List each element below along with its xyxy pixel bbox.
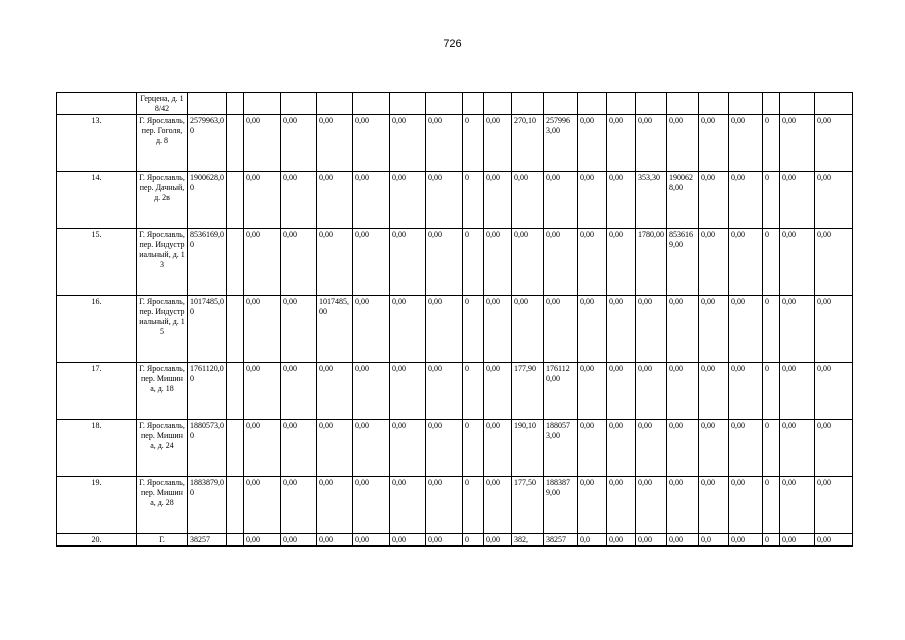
value-cell: 0,00	[578, 296, 607, 363]
value-cell: 0,00	[699, 172, 729, 229]
value-cell: 0,00	[636, 115, 667, 172]
value-cell: 0,00	[317, 172, 353, 229]
value-cell: 0,00	[729, 477, 763, 534]
value-cell: 0,00	[607, 229, 636, 296]
value-cell: 0	[763, 229, 780, 296]
value-cell: 8536169,00	[667, 229, 699, 296]
value-cell: 0,00	[244, 420, 281, 477]
value-cell: 0,00	[667, 296, 699, 363]
value-cell: 0,00	[780, 172, 815, 229]
value-cell: 0,00	[780, 229, 815, 296]
value-cell: 0,00	[544, 172, 578, 229]
value-cell: 1017485,00	[188, 296, 227, 363]
value-cell: 0,00	[729, 172, 763, 229]
value-cell: 0,00	[390, 115, 426, 172]
value-cell: 0,00	[426, 172, 463, 229]
value-cell: 0,0	[578, 534, 607, 547]
value-cell: 0,00	[729, 115, 763, 172]
value-cell: 0,00	[317, 420, 353, 477]
value-cell: 0,00	[699, 420, 729, 477]
value-cell: 0	[763, 363, 780, 420]
address-cell: Г. Ярославль, пер. Индустриальный, д. 13	[137, 229, 188, 296]
value-cell: 1883879,00	[544, 477, 578, 534]
value-cell: 1883879,00	[188, 477, 227, 534]
table-row	[57, 477, 853, 534]
value-cell: 0,00	[780, 534, 815, 547]
value-cell: 0	[763, 115, 780, 172]
value-cell: 0,00	[607, 115, 636, 172]
value-cell: 0,00	[244, 477, 281, 534]
value-cell: 0	[763, 172, 780, 229]
value-cell: 0,00	[317, 534, 353, 547]
value-cell	[227, 115, 244, 172]
value-cell: 0,00	[578, 420, 607, 477]
value-cell: 0,00	[484, 172, 512, 229]
value-cell: 0,00	[729, 363, 763, 420]
value-cell: 0,00	[484, 420, 512, 477]
address-cell: Г. Ярославль, пер. Мишина, д. 18	[137, 363, 188, 420]
address-cell: Г. Ярославль, пер. Дачный, д. 2в	[137, 172, 188, 229]
value-cell	[227, 420, 244, 477]
value-cell: 0,00	[390, 477, 426, 534]
value-cell: 0,00	[317, 477, 353, 534]
value-cell: 1880573,00	[188, 420, 227, 477]
value-cell: 0,00	[281, 363, 317, 420]
value-cell: 0,00	[390, 296, 426, 363]
value-cell: 0,00	[244, 229, 281, 296]
value-cell: 0,00	[815, 420, 853, 477]
value-cell: 0,00	[390, 363, 426, 420]
value-cell: 2579963,00	[544, 115, 578, 172]
value-cell: 0	[463, 229, 484, 296]
address-cell: Г. Ярославль, пер. Мишина, д. 24	[137, 420, 188, 477]
value-cell: 0,00	[815, 296, 853, 363]
value-cell: 1761120,00	[544, 363, 578, 420]
value-cell: 0,00	[426, 296, 463, 363]
value-cell: 1900628,00	[188, 172, 227, 229]
value-cell: 0,00	[281, 477, 317, 534]
value-cell: 0,00	[281, 420, 317, 477]
value-cell: 1017485,00	[317, 296, 353, 363]
value-cell: 270,10	[512, 115, 544, 172]
table-row	[57, 229, 853, 296]
value-cell: 0,00	[426, 420, 463, 477]
value-cell	[227, 172, 244, 229]
value-cell: 0,00	[607, 420, 636, 477]
value-cell: 0,00	[699, 477, 729, 534]
value-cell: 0,00	[281, 115, 317, 172]
value-cell: 0,00	[607, 172, 636, 229]
page-number: 726	[443, 38, 462, 50]
value-cell: 38257	[188, 534, 227, 547]
value-cell: 0,00	[484, 229, 512, 296]
value-cell: 0	[463, 115, 484, 172]
value-cell: 0,00	[667, 115, 699, 172]
value-cell: 353,30	[636, 172, 667, 229]
value-cell: 0,00	[699, 115, 729, 172]
value-cell: 0,00	[484, 115, 512, 172]
value-cell: 382,	[512, 534, 544, 547]
value-cell: 0,00	[317, 115, 353, 172]
value-cell: 0,00	[607, 534, 636, 547]
value-cell: 0,00	[815, 534, 853, 547]
value-cell: 0,00	[244, 534, 281, 547]
value-cell: 1780,00	[636, 229, 667, 296]
value-cell: 0	[763, 534, 780, 547]
value-cell: 0,00	[578, 172, 607, 229]
value-cell: 0,00	[390, 172, 426, 229]
value-cell: 0,00	[426, 229, 463, 296]
value-cell	[227, 534, 244, 547]
value-cell: 0,00	[317, 363, 353, 420]
row-number-cell: 20.	[57, 534, 137, 547]
value-cell: 0,00	[780, 477, 815, 534]
value-cell: 1761120,00	[188, 363, 227, 420]
table-row	[57, 296, 853, 363]
value-cell: 0,00	[244, 172, 281, 229]
value-cell: 0	[463, 172, 484, 229]
value-cell: 0,00	[244, 363, 281, 420]
value-cell: 0,00	[667, 534, 699, 547]
value-cell: 0,00	[729, 296, 763, 363]
value-cell: 0,00	[815, 172, 853, 229]
value-cell: 0,00	[353, 229, 390, 296]
value-cell: 0,00	[353, 115, 390, 172]
value-cell: 0,0	[699, 534, 729, 547]
value-cell: 0,00	[353, 477, 390, 534]
value-cell: 0,00	[815, 477, 853, 534]
value-cell: 0,00	[484, 477, 512, 534]
address-cell: Г.	[137, 534, 188, 547]
value-cell: 0,00	[353, 420, 390, 477]
value-cell: 0,00	[636, 363, 667, 420]
row-number-cell: 17.	[57, 363, 137, 420]
value-cell	[227, 229, 244, 296]
value-cell: 0	[463, 363, 484, 420]
value-cell: 0,00	[484, 534, 512, 547]
value-cell: 0,00	[636, 420, 667, 477]
row-number-cell: 16.	[57, 296, 137, 363]
value-cell: 0,00	[390, 420, 426, 477]
value-cell: 0,00	[667, 477, 699, 534]
value-cell: 0	[763, 420, 780, 477]
value-cell: 0,00	[281, 172, 317, 229]
value-cell: 0,00	[815, 363, 853, 420]
value-cell: 0,00	[636, 534, 667, 547]
value-cell: 0,00	[729, 229, 763, 296]
value-cell: 0,00	[780, 420, 815, 477]
table-row	[57, 115, 853, 172]
value-cell: 38257	[544, 534, 578, 547]
address-cell: Г. Ярославль, пер. Гоголя, д. 8	[137, 115, 188, 172]
value-cell: 0,00	[815, 115, 853, 172]
value-cell: 0,00	[607, 296, 636, 363]
value-cell: 190,10	[512, 420, 544, 477]
value-cell: 1900628,00	[667, 172, 699, 229]
value-cell: 0,00	[636, 477, 667, 534]
value-cell: 0,00	[578, 115, 607, 172]
value-cell: 0	[463, 420, 484, 477]
value-cell: 0	[463, 296, 484, 363]
value-cell: 0,00	[780, 296, 815, 363]
register-table	[56, 92, 853, 547]
table-row	[57, 534, 853, 547]
value-cell: 0,00	[426, 534, 463, 547]
table-row	[57, 363, 853, 420]
value-cell: 0,00	[426, 115, 463, 172]
value-cell: 0,00	[353, 296, 390, 363]
address-cell: Герцена, д. 18/42	[137, 93, 188, 115]
value-cell: 0,00	[244, 115, 281, 172]
value-cell: 0,00	[815, 229, 853, 296]
value-cell: 0,00	[607, 477, 636, 534]
row-number-cell: 19.	[57, 477, 137, 534]
row-number-cell: 18.	[57, 420, 137, 477]
value-cell	[227, 363, 244, 420]
value-cell: 0,00	[578, 229, 607, 296]
value-cell: 0,00	[699, 296, 729, 363]
value-cell: 0,00	[353, 363, 390, 420]
row-number-cell: 13.	[57, 115, 137, 172]
value-cell: 0,00	[317, 229, 353, 296]
value-cell: 0,00	[512, 172, 544, 229]
value-cell: 0,00	[426, 477, 463, 534]
value-cell: 2579963,00	[188, 115, 227, 172]
value-cell: 0,00	[390, 534, 426, 547]
value-cell: 0,00	[353, 534, 390, 547]
value-cell: 0,00	[578, 363, 607, 420]
row-number-cell: 14.	[57, 172, 137, 229]
table-row-top	[57, 93, 853, 115]
value-cell: 0	[763, 296, 780, 363]
value-cell: 0,00	[353, 172, 390, 229]
value-cell: 0,00	[512, 296, 544, 363]
value-cell: 0	[463, 534, 484, 547]
value-cell: 177,90	[512, 363, 544, 420]
value-cell: 0,00	[484, 363, 512, 420]
value-cell: 1880573,00	[544, 420, 578, 477]
table-row	[57, 420, 853, 477]
address-cell: Г. Ярославль, пер. Мишина, д. 28	[137, 477, 188, 534]
value-cell: 0,00	[426, 363, 463, 420]
value-cell	[227, 477, 244, 534]
value-cell	[227, 296, 244, 363]
value-cell: 0,00	[390, 229, 426, 296]
value-cell: 0	[463, 477, 484, 534]
value-cell: 0,00	[667, 420, 699, 477]
value-cell: 0	[763, 477, 780, 534]
value-cell: 0,00	[729, 420, 763, 477]
value-cell: 0,00	[244, 296, 281, 363]
value-cell: 0,00	[667, 363, 699, 420]
value-cell: 0,00	[578, 477, 607, 534]
value-cell: 0,00	[780, 363, 815, 420]
value-cell: 0,00	[636, 296, 667, 363]
value-cell: 0,00	[544, 229, 578, 296]
value-cell: 0,00	[512, 229, 544, 296]
table-row	[57, 172, 853, 229]
value-cell: 0,00	[780, 115, 815, 172]
value-cell: 0,00	[729, 534, 763, 547]
value-cell: 0,00	[699, 229, 729, 296]
value-cell: 0,00	[281, 296, 317, 363]
value-cell: 0,00	[281, 534, 317, 547]
value-cell: 8536169,00	[188, 229, 227, 296]
value-cell: 0,00	[607, 363, 636, 420]
address-cell: Г. Ярославль, пер. Индустриальный, д. 15	[137, 296, 188, 363]
value-cell: 0,00	[281, 229, 317, 296]
value-cell: 0,00	[544, 296, 578, 363]
value-cell: 0,00	[699, 363, 729, 420]
row-number-cell: 15.	[57, 229, 137, 296]
value-cell: 177,50	[512, 477, 544, 534]
value-cell: 0,00	[484, 296, 512, 363]
